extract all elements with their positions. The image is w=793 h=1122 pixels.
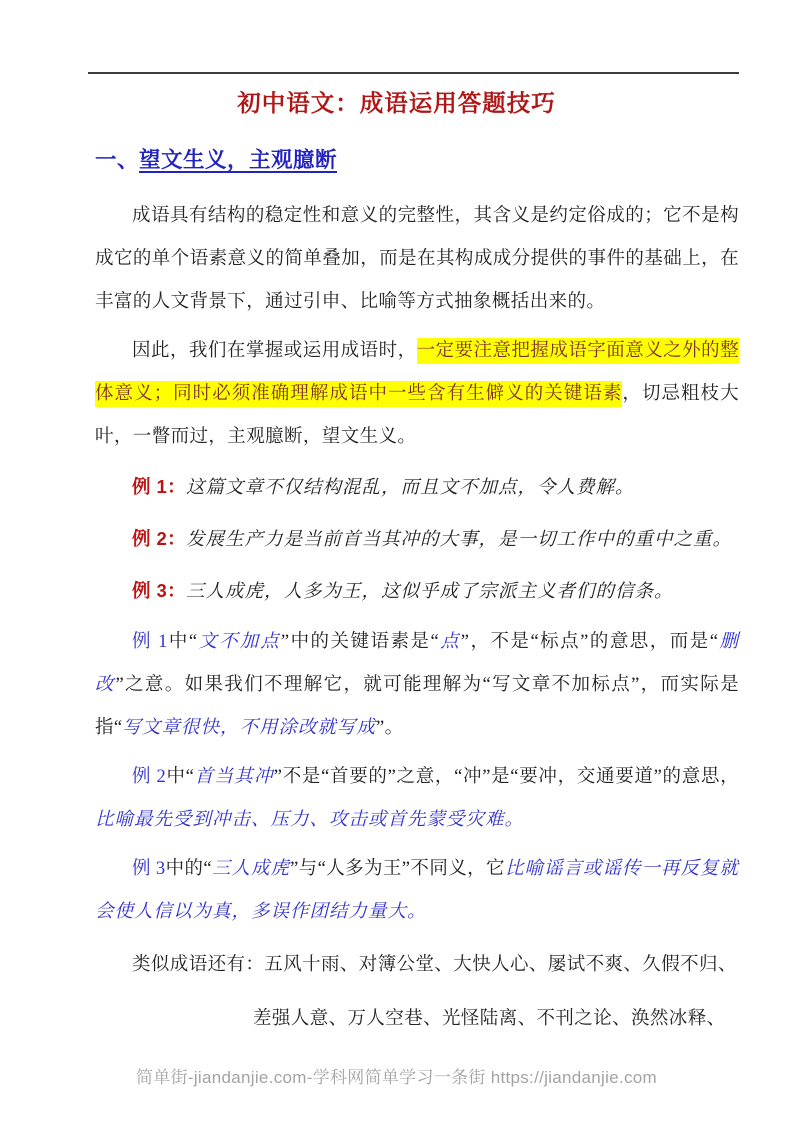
text-segment: ”之意。如果我们不理解它，就可能理解为“写文章不加标点”，而实际是指“ xyxy=(95,675,739,738)
section-number: 一、 xyxy=(95,148,140,172)
analysis-example-3 xyxy=(95,848,739,934)
text-segment: 中的“ xyxy=(165,859,213,879)
similar-idioms-line-1: 类似成语还有：五风十雨、对簿公堂、大快人心、屡试不爽、久假不归、 xyxy=(132,955,737,975)
text-segment: ”，不是“标点”的意思，而是“ xyxy=(460,632,719,652)
text-segment: 比喻最先受到冲击、压力、攻击或首先蒙受灾难。 xyxy=(95,810,525,830)
text-segment: 例 1 xyxy=(132,632,168,652)
analysis-example-2 xyxy=(95,756,739,842)
text-segment: 例 3 xyxy=(132,859,166,879)
header-rule xyxy=(88,72,739,74)
text-segment: 比喻谣言或谣传一再反复就会使人信以为真，多误作团结力量大。 xyxy=(95,859,739,922)
analysis-example-1 xyxy=(95,621,739,750)
text-segment: ”中的关键语素是“ xyxy=(280,632,440,652)
example-3-label: 例 3： xyxy=(132,580,187,601)
tail-text: ，切忌粗枝大叶，一瞥而过，主观臆断，望文生义。 xyxy=(95,384,739,447)
paragraph-key-point xyxy=(95,330,739,459)
text-segment: 三人成虎 xyxy=(212,859,291,879)
lead-text: 因此，我们在掌握或运用成语时， xyxy=(132,341,417,361)
example-2-label: 例 2： xyxy=(132,528,187,549)
text-segment: 写文章很快，不用涂改就写成 xyxy=(122,718,377,738)
paragraph-intro: 成语具有结构的稳定性和意义的完整性，其含义是约定俗成的；它不是构成它的单个语素意义的简单叠加，而是在其构成成分提供的事件的基础上，在丰富的人文背景下，通过引申、比喻等方式抽象概括出来的。 xyxy=(95,206,739,312)
example-1-label: 例 1： xyxy=(132,476,187,497)
section-heading-text: 望文生义，主观臆断 xyxy=(139,148,338,172)
page-title: 初中语文：成语运用答题技巧 xyxy=(237,91,556,117)
text-segment: ”与“人多为王”不同义，它 xyxy=(290,859,505,879)
text-segment: 中“ xyxy=(166,767,195,787)
example-1-text: 这篇文章不仅结构混乱，而且文不加点，令人费解。 xyxy=(186,478,635,498)
text-segment: ”不是“首要的”之意，“冲”是“要冲，交通要道”的意思， xyxy=(273,767,739,787)
example-3-text: 三人成虎，人多为王，这似乎成了宗派主义者们的信条。 xyxy=(186,582,674,602)
text-segment: ”。 xyxy=(376,718,404,738)
example-3 xyxy=(95,569,739,614)
text-segment: 点 xyxy=(439,632,461,652)
example-2 xyxy=(95,517,739,562)
text-segment: 首当其冲 xyxy=(194,767,274,787)
example-2-text: 发展生产力是当前首当其冲的大事，是一切工作中的重中之重。 xyxy=(186,530,733,550)
text-segment: 文不加点 xyxy=(197,632,281,652)
text-segment: 例 2 xyxy=(132,767,167,787)
highlighted-text: 一定要注意把握成语字面意义之外的整体意义；同时必须准确理解成语中一些含有生僻义的关键语素 xyxy=(95,338,739,407)
section-heading xyxy=(95,143,739,174)
document-body xyxy=(95,113,739,1041)
text-segment: 删改 xyxy=(95,632,739,695)
similar-idioms-line-2: 差强人意、万人空巷、光怪陆离、不刊之论、涣然冰释、 xyxy=(253,1009,726,1029)
example-1 xyxy=(95,465,739,510)
page-footer: 简单街-jiandanjie.com-学科网简单学习一条街 https://jiandanjie.com xyxy=(135,1068,658,1087)
text-segment: 中“ xyxy=(167,632,198,652)
